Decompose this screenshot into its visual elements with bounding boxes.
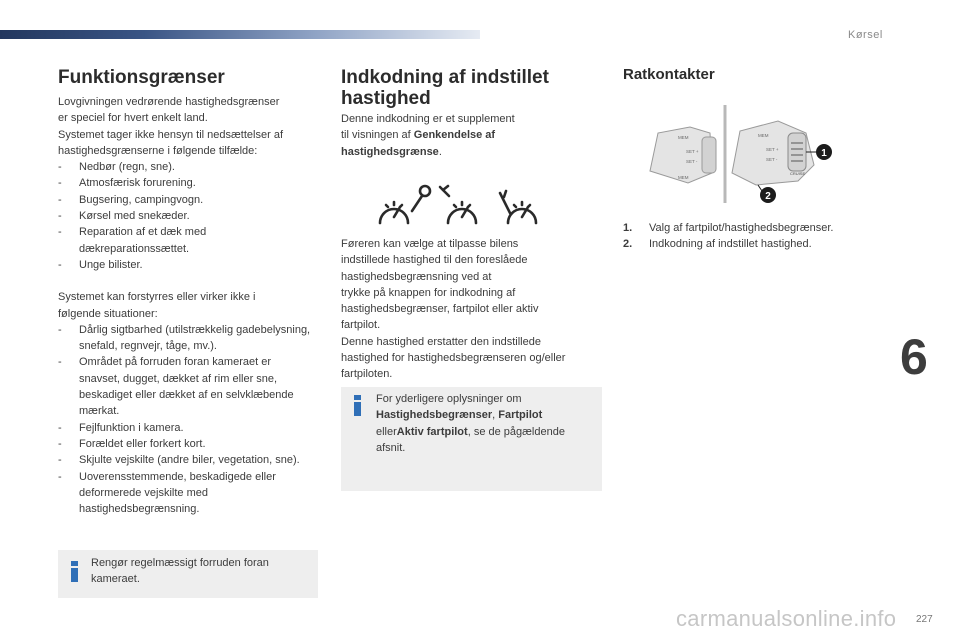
stalk-label-set-plus: SET + — [766, 147, 779, 152]
legend-item: 1. Valg af fartpilot/hastighedsbegrænser. — [623, 222, 834, 234]
list-item: - Nedbør (regn, sne). — [58, 161, 175, 174]
limits-intro2-line: Systemet kan forstyrres eller virker ikke i — [58, 291, 256, 304]
stalk-label-set-minus: SET - — [766, 157, 778, 162]
list-item: - Forældet eller forkert kort. — [58, 437, 206, 450]
stalk-label-set-plus: SET + — [686, 149, 699, 154]
speed-memo-body: Føreren kan vælge at tilpasse bilens indstillede hastighed til den foreslåede hastighedsbegrænsning ved at trykke på knappen for indkodning af hastighedsbegrænser, fartpilot eller aktiv fartpilot. Denne hastighed erstatter den indstillede hastighed for hastighedsbegrænseren og/eller fartpiloten. — [341, 238, 566, 381]
speed-gauge-icon — [500, 191, 536, 223]
limits-intro-line: Lovgivningen vedrørende hastighedsgrænser — [58, 96, 280, 108]
list-item: - Atmosfærisk forurening. — [58, 177, 196, 190]
chapter-title: Kørsel — [848, 29, 883, 41]
callout-1-label: 1 — [821, 148, 827, 159]
list-item: - Bugsering, campingvogn. — [58, 193, 204, 206]
steering-stalk-illustration — [648, 103, 848, 208]
info-icon — [354, 395, 361, 416]
limits-intro2-line: følgende situationer: — [58, 307, 158, 320]
stalk-label-mem: MEM — [678, 135, 689, 140]
limits-intro-line: Systemet tager ikke hensyn til nedsættelser af — [58, 128, 283, 141]
limits-text-block — [58, 94, 318, 517]
watermark: carmanualsonline.info — [676, 606, 897, 631]
speed-memo-intro: Denne indkodning er et supplement til visningen af Genkendelse af hastighedsgrænse. — [341, 113, 515, 158]
steering-controls-legend — [623, 220, 833, 253]
limits-intro-line: er speciel for hvert enkelt land. — [58, 112, 208, 125]
section-title-limits: Funktionsgrænser — [58, 67, 225, 88]
stalk-label-set-minus: SET - — [686, 159, 698, 164]
section-title-speed-memo: Indkodning af indstillet hastighed — [341, 67, 549, 109]
list-item: - Området på forruden foran kameraet er snavset, dugget, dækket af rim eller sne, beskadiget eller dækket af en selvklæbende mærkat. — [58, 356, 294, 418]
left-stalk — [650, 127, 716, 183]
stalk-label-mem: MEM — [678, 175, 689, 180]
speed-gauge-icon — [440, 186, 476, 223]
list-item: - Kørsel med snekæder. — [58, 210, 190, 223]
list-item: - Unge bilister. — [58, 258, 143, 271]
chapter-number: 6 — [900, 329, 928, 385]
info-note-text: For yderligere oplysninger om Hastighedsbegrænser, Fartpilot ellerAktiv fartpilot, se de pågældende afsnit. — [376, 393, 565, 454]
info-note-text: Rengør regelmæssigt forruden foran kameraet. — [91, 557, 269, 586]
list-item: - Reparation af et dæk med dækreparationssættet. — [58, 226, 207, 255]
right-stalk — [732, 121, 814, 185]
limits-intro-line: hastighedsgrænserne i følgende tilfælde: — [58, 144, 258, 157]
legend-item: 2. Indkodning af indstillet hastighed. — [623, 238, 812, 251]
info-box-clean-windscreen — [58, 550, 318, 598]
page-number: 227 — [916, 614, 933, 625]
info-box-more-info — [341, 387, 602, 491]
list-item: - Fejlfunktion i kamera. — [58, 421, 184, 434]
list-item: - Dårlig sigtbarhed (utilstrækkelig gadebelysning, snefald, regnvejr, tåge, mv.). — [58, 323, 311, 353]
speed-gauge-icon — [380, 186, 430, 223]
callout-2-label: 2 — [765, 191, 771, 202]
header-gradient-bar — [0, 30, 480, 39]
list-item: - Uoverensstemmende, beskadigede eller deformerede vejskilte med hastighedsbegrænsning. — [58, 470, 276, 516]
speed-gauge-icons — [376, 183, 546, 228]
stalk-label-cruise: CRUISE — [790, 171, 806, 176]
list-item: - Skjulte vejskilte (andre biler, vegetation, sne). — [58, 454, 300, 467]
stalk-label-mem: MEM — [758, 133, 769, 138]
info-icon — [71, 561, 78, 582]
section-title-steering-controls: Ratkontakter — [623, 66, 715, 83]
